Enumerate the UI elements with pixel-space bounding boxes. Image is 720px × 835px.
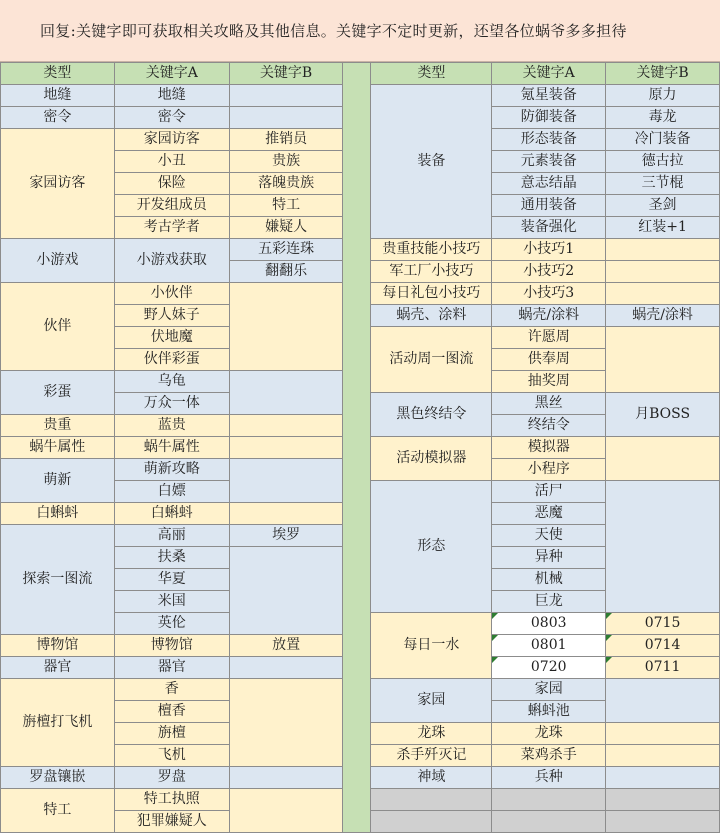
keyword-a: 黑丝: [492, 393, 606, 415]
header-keyB-right: 关键字B: [606, 63, 720, 85]
keyword-b-empty: [606, 261, 720, 283]
keyword-a: 形态装备: [492, 129, 606, 151]
type-cell: 伙伴: [1, 283, 115, 371]
type-cell: 龙珠: [371, 723, 492, 745]
keyword-a: 扶桑: [114, 547, 229, 569]
keyword-b-empty: [606, 327, 720, 393]
keyword-b: 翻翻乐: [229, 261, 343, 283]
type-cell: 萌新: [1, 459, 115, 503]
keyword-a: 兵种: [492, 767, 606, 789]
type-cell: 活动模拟器: [371, 437, 492, 481]
keyword-a: 供奉周: [492, 349, 606, 371]
keyword-a: 伏地魔: [114, 327, 229, 349]
keyword-a: 香: [114, 679, 229, 701]
type-cell: 家园访客: [1, 129, 115, 239]
keyword-a: 英伦: [114, 613, 229, 635]
comment-marker-icon: [492, 635, 498, 641]
keyword-a: 模拟器: [492, 437, 606, 459]
keyword-a: 伙伴彩蛋: [114, 349, 229, 371]
keyword-a: 小技巧2: [492, 261, 606, 283]
keyword-b-empty: [229, 459, 343, 503]
keyword-b: 冷门装备: [606, 129, 720, 151]
keyword-a: 密令: [114, 107, 229, 129]
type-cell: 探索一图流: [1, 525, 115, 635]
keyword-a: 家园访客: [114, 129, 229, 151]
empty-cell: [606, 789, 720, 811]
keyword-a: 旃檀: [114, 723, 229, 745]
date-code: 0715: [644, 615, 681, 631]
type-cell: 旃檀打飞机: [1, 679, 115, 767]
keyword-a: 野人妹子: [114, 305, 229, 327]
keyword-a: 蜗牛属性: [114, 437, 229, 459]
empty-cell: [492, 789, 606, 811]
keyword-a: 许愿周: [492, 327, 606, 349]
keyword-b: [606, 657, 720, 679]
header-keyA-right: 关键字A: [492, 63, 606, 85]
empty-cell: [371, 789, 492, 811]
keyword-b: 月BOSS: [606, 393, 720, 437]
type-cell: 贵重: [1, 415, 115, 437]
keyword-a: 高丽: [114, 525, 229, 547]
type-cell: 家园: [371, 679, 492, 723]
keyword-b-empty: [606, 723, 720, 745]
type-cell: 活动周一图流: [371, 327, 492, 393]
header-banner: 回复:关键字即可获取相关攻略及其他信息。关键字不定时更新，还望各位蜗爷多多担待: [0, 0, 720, 62]
keyword-a: 小程序: [492, 459, 606, 481]
keyword-a: 巨龙: [492, 591, 606, 613]
keyword-a: 檀香: [114, 701, 229, 723]
type-cell: 神域: [371, 767, 492, 789]
keyword-a: 终结令: [492, 415, 606, 437]
keyword-a: 萌新攻略: [114, 459, 229, 481]
keyword-b: 嫌疑人: [229, 217, 343, 239]
type-cell: 博物馆: [1, 635, 115, 657]
keyword-a: 犯罪嫌疑人: [114, 811, 229, 833]
comment-marker-icon: [606, 657, 612, 663]
type-cell: 白蝌蚪: [1, 503, 115, 525]
keyword-a: [492, 613, 606, 635]
keyword-b-empty: [606, 481, 720, 613]
date-code: 0714: [644, 637, 681, 653]
date-code: 0711: [644, 659, 681, 675]
keyword-b-empty: [606, 679, 720, 723]
keyword-a: 菜鸡杀手: [492, 745, 606, 767]
keyword-a: 机械: [492, 569, 606, 591]
keyword-a: 装备强化: [492, 217, 606, 239]
keyword-b-empty: [606, 745, 720, 767]
keyword-a: 器官: [114, 657, 229, 679]
keyword-a: 飞机: [114, 745, 229, 767]
type-cell: 密令: [1, 107, 115, 129]
keyword-a: 白嫖: [114, 481, 229, 503]
empty-cell: [371, 811, 492, 833]
keyword-a: 活尸: [492, 481, 606, 503]
keyword-b: 蜗壳/涂料: [606, 305, 720, 327]
date-code: 0803: [530, 615, 567, 631]
comment-marker-icon: [492, 613, 498, 619]
type-cell: 蜗牛属性: [1, 437, 115, 459]
keyword-b: 圣剑: [606, 195, 720, 217]
keyword-a: 家园: [492, 679, 606, 701]
type-cell: 贵重技能小技巧: [371, 239, 492, 261]
keyword-a: 考古学者: [114, 217, 229, 239]
keyword-b-empty: [229, 503, 343, 525]
keyword-a: 万众一体: [114, 393, 229, 415]
type-cell: 杀手歼灭记: [371, 745, 492, 767]
keyword-b: 德古拉: [606, 151, 720, 173]
keyword-a: 华夏: [114, 569, 229, 591]
keyword-a: [492, 657, 606, 679]
type-cell: 彩蛋: [1, 371, 115, 415]
keyword-a: 地缝: [114, 85, 229, 107]
keyword-b: 埃罗: [229, 525, 343, 547]
keyword-a: 异种: [492, 547, 606, 569]
keyword-a: 意志结晶: [492, 173, 606, 195]
keyword-a: 小游戏获取: [114, 239, 229, 283]
comment-marker-icon: [492, 657, 498, 663]
date-code: 0801: [530, 637, 567, 653]
type-cell: 器官: [1, 657, 115, 679]
type-cell: 罗盘镶嵌: [1, 767, 115, 789]
type-cell: 军工厂小技巧: [371, 261, 492, 283]
keyword-a: 元素装备: [492, 151, 606, 173]
column-separator: [343, 63, 371, 833]
keyword-b: [606, 613, 720, 635]
keyword-a: 小丑: [114, 151, 229, 173]
keyword-b: 原力: [606, 85, 720, 107]
keyword-a: 米国: [114, 591, 229, 613]
empty-cell: [606, 811, 720, 833]
keyword-b: 推销员: [229, 129, 343, 151]
header-keyB-left: 关键字B: [229, 63, 343, 85]
type-cell: 每日礼包小技巧: [371, 283, 492, 305]
keyword-a: 蜗壳/涂料: [492, 305, 606, 327]
type-cell: 蜗壳、涂料: [371, 305, 492, 327]
header-type-right: 类型: [371, 63, 492, 85]
keyword-a: 开发组成员: [114, 195, 229, 217]
keyword-b-empty: [229, 107, 343, 129]
date-code: 0720: [530, 659, 567, 675]
keyword-b-empty: [229, 85, 343, 107]
keyword-a: 通用装备: [492, 195, 606, 217]
keyword-b-empty: [606, 437, 720, 481]
keyword-b-empty: [229, 415, 343, 437]
keyword-b-empty: [229, 789, 343, 833]
keyword-b-empty: [229, 437, 343, 459]
header-type-left: 类型: [1, 63, 115, 85]
keyword-a: 氪星装备: [492, 85, 606, 107]
keyword-b-empty: [606, 283, 720, 305]
keyword-a: 小技巧1: [492, 239, 606, 261]
type-cell: 装备: [371, 85, 492, 239]
keyword-b: 特工: [229, 195, 343, 217]
type-cell: 每日一水: [371, 613, 492, 679]
keyword-b: [606, 635, 720, 657]
keyword-a: 蓝贵: [114, 415, 229, 437]
keyword-b-empty: [229, 283, 343, 371]
type-cell: 特工: [1, 789, 115, 833]
keyword-a: 罗盘: [114, 767, 229, 789]
keyword-b: 红装+1: [606, 217, 720, 239]
keyword-a: 抽奖周: [492, 371, 606, 393]
keyword-b: 贵族: [229, 151, 343, 173]
keyword-b: 落魄贵族: [229, 173, 343, 195]
type-cell: 黑色终结令: [371, 393, 492, 437]
keyword-a: 博物馆: [114, 635, 229, 657]
keyword-a: 小技巧3: [492, 283, 606, 305]
keyword-a: 乌龟: [114, 371, 229, 393]
keyword-b-empty: [229, 371, 343, 415]
keyword-a: 恶魔: [492, 503, 606, 525]
comment-marker-icon: [606, 635, 612, 641]
keyword-b: 五彩连珠: [229, 239, 343, 261]
keyword-a: 白蝌蚪: [114, 503, 229, 525]
keyword-a: 小伙伴: [114, 283, 229, 305]
keyword-b: 三节棍: [606, 173, 720, 195]
keyword-b-empty: [606, 239, 720, 261]
empty-cell: [492, 811, 606, 833]
keyword-a: [492, 635, 606, 657]
type-cell: 小游戏: [1, 239, 115, 283]
keyword-a: 防御装备: [492, 107, 606, 129]
keyword-a: 保险: [114, 173, 229, 195]
keyword-b-empty: [229, 657, 343, 679]
keyword-a: 天使: [492, 525, 606, 547]
keyword-a: 特工执照: [114, 789, 229, 811]
keyword-b: 放置: [229, 635, 343, 657]
keyword-b-empty: [229, 679, 343, 767]
keyword-b: 毒龙: [606, 107, 720, 129]
header-keyA-left: 关键字A: [114, 63, 229, 85]
type-cell: 形态: [371, 481, 492, 613]
keyword-a: 龙珠: [492, 723, 606, 745]
type-cell: 地缝: [1, 85, 115, 107]
keyword-b-empty: [606, 767, 720, 789]
keyword-a: 蝌蚪池: [492, 701, 606, 723]
keyword-b-empty: [229, 547, 343, 635]
comment-marker-icon: [606, 613, 612, 619]
keyword-table: [0, 62, 720, 833]
keyword-b-empty: [229, 767, 343, 789]
